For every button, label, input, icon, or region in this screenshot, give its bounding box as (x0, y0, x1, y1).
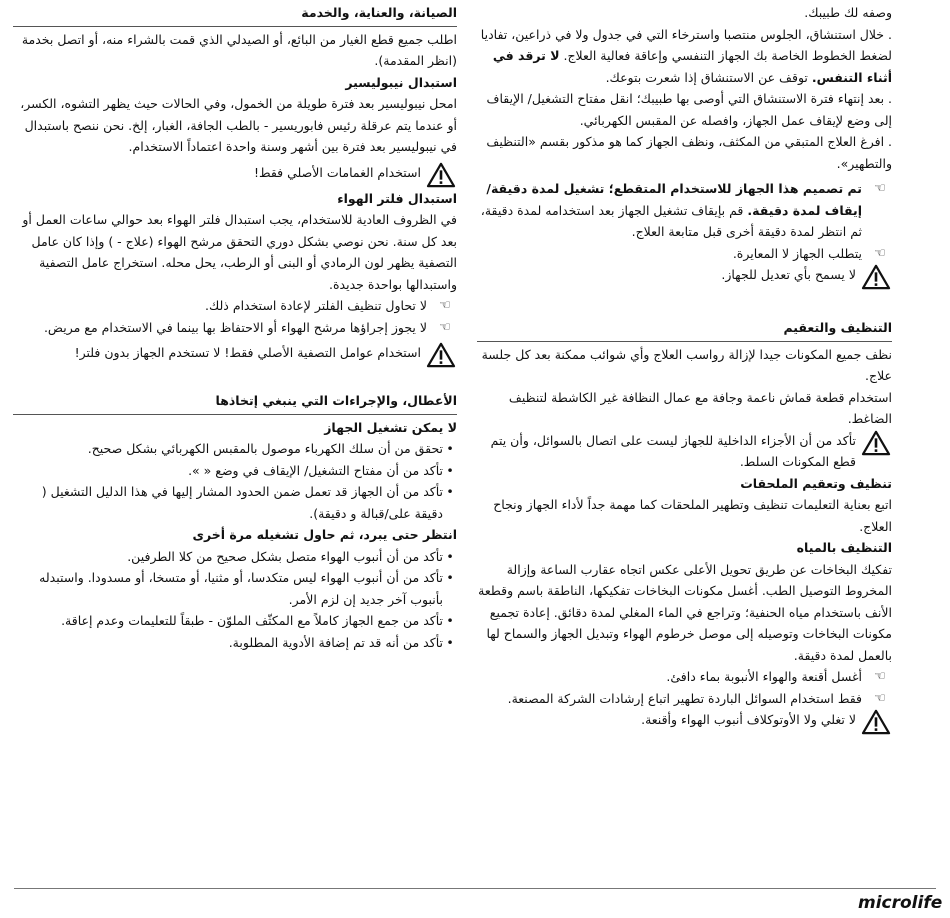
paragraph: تفكيك البخاخات عن طريق تحويل الأعلى عكس اتجاه عقارب الساعة وإزالة المخروط التوصيل الطب. أغسل مكونات البخاخات تفكيكها، الناطقة باسم وقطعة الأنف باستخدام مياه الحنفية؛ وتراجع في الماء المغلي لمدة دقائق. إعادة تجميع مكونات البخاخات وتوصيله إلى موصل خرطوم الهواء وتبديل الجهاز والسماح لها بالعمل لمدة دقيقة. (478, 561, 892, 663)
paragraph: . افرغ العلاج المتبقي من المكثف، ونظف الجهاز كما هو مذكور بقسم «التنظيف والتطهير». (486, 134, 892, 171)
right-column (477, 0, 892, 735)
footer-divider (14, 888, 936, 889)
bullet-icon: • (446, 570, 454, 585)
warning-item: لا يسمح بأي تعديل للجهاز. (477, 264, 892, 290)
bullet-icon: • (446, 613, 454, 628)
warning-item: استخدام عوامل التصفية الأصلي فقط! لا تستخدم الجهاز بدون فلتر! (13, 342, 457, 368)
note-item: ☜ يتطلب الجهاز لا المعايرة. (477, 243, 892, 265)
pointing-hand-icon: ☜ (439, 298, 451, 313)
paragraph: نظف جميع المكونات جيدا لإزالة رواسب العلاج وأي شوائب ممكنة بعد كل جلسة علاج. (481, 346, 892, 383)
pointing-hand-icon: ☜ (439, 319, 451, 335)
note-item: ☜ لا يجوز إجراؤها مرشح الهواء أو الاحتفاظ بها بينما في الاستخدام مع مريض. (13, 317, 457, 339)
subheading: انتظر حتى يبرد، ثم حاول تشغيله مرة أخرى (192, 527, 457, 542)
note-item: ☜ فقط استخدام السوائل الباردة تطهير اتباع إرشادات الشركة المصنعة. (477, 688, 892, 710)
pointing-hand-icon: ☜ (874, 690, 886, 706)
warning-item: استخدام الغمامات الأصلي فقط! (13, 162, 457, 188)
list-item: • تأكد من أنه قد تم إضافة الأدوية المطلوبة. (13, 632, 457, 654)
paragraph: اطلب جميع قطع الغيار من البائع، أو الصيدلي الذي قمت بالشراء منه، أو اتصل بخدمة (انظر المقدمة). (21, 31, 457, 68)
note-item: ☜ تم تصميم هذا الجهاز للاستخدام المتقطع؛ تشغيل لمدة دقيقة/ إيقاف لمدة دقيقة. قم بإيقاف تشغيل الجهاز بعد استخدامه لمدة دقيقة، ثم انتظر لمدة دقيقة أخرى قبل متابعة العلاج. (477, 178, 892, 243)
warning-triangle-icon (425, 342, 457, 368)
list-item: • تحقق من أن سلك الكهرباء موصول بالمقبس الكهربائي بشكل صحيح. (13, 438, 457, 460)
pointing-hand-icon: ☜ (874, 669, 886, 684)
subheading: التنظيف بالمياه (796, 540, 892, 555)
bullet-icon: • (446, 548, 454, 564)
warning-triangle-icon (860, 430, 892, 456)
bullet-icon: • (446, 484, 454, 499)
bold-warning-text: لا ترقد في أثناء التنفس. (492, 48, 892, 85)
paragraph: وصفه لك طبيبك. (804, 5, 892, 20)
list-item: • تأكد من أن أنبوب الهواء ليس متكدسا، أو مثنيا، أو متسخا، أو مسدودا. واستبدله بأنبوب آخر جديد إن لزم الأمر. (13, 567, 457, 610)
list-item: • تأكد من أن مفتاح التشغيل/ الإيقاف في وضع « ». (13, 460, 457, 482)
warning-item: لا تغلي ولا الأوتوكلاف أنبوب الهواء وأقنعة. (477, 709, 892, 735)
paragraph: اتبع بعناية التعليمات تنظيف وتطهير الملحقات كما مهمة جداً لأداء الجهاز ونجاح العلاج. (493, 497, 892, 534)
subheading: استبدال فلتر الهواء (337, 190, 457, 206)
paragraph: . بعد إنتهاء فترة الاستنشاق التي أوصى بها طبيبك؛ انقل مفتاح التشغيل/ الإيقاف إلى وضع لإيقاف عمل الجهاز، وافصله عن المقبس الكهربائي. (486, 91, 892, 128)
section-heading: الأعطال، والإجراءات التي ينبغي إتخاذها (13, 390, 457, 415)
warning-item: تأكد من أن الأجزاء الداخلية للجهاز ليست على اتصال بالسوائل، وأن يتم قطع المكونات السلط. (477, 430, 892, 473)
list-item: • تأكد من جمع الجهاز كاملاً مع المكثّف الملوّن - طبقاً للتعليمات وعدم إعاقة. (13, 610, 457, 632)
pointing-hand-icon: ☜ (874, 245, 886, 261)
left-column (13, 0, 457, 653)
list-item: • تأكد من أن الجهاز قد تعمل ضمن الحدود المشار إليها في هذا الدليل التشغيل ( دقيقة على/قبالة و دقيقة). (13, 481, 457, 524)
pointing-hand-icon: ☜ (874, 181, 886, 196)
bullet-icon: • (446, 634, 454, 650)
bullet-icon: • (446, 441, 454, 456)
paragraph: استخدام قطعة قماش ناعمة وجافة مع عمال النظافة غير الكاشطة لتنظيف الضاغط. (508, 389, 892, 426)
paragraph: في الظروف العادية للاستخدام، يجب استبدال فلتر الهواء بعد حوالي ساعات العمل أو بعد كل سنة. نحن نوصي بشكل دوري التحقق مرشح الهواء (علاج - ) وإذا كان عامل التصفية يظهر لون الرمادي أو البنى أو الرطب، يحل محله. استخراج عامل التصفية واستبدالها بواحدة جديدة. (22, 212, 457, 292)
list-item: • تأكد من أن أنبوب الهواء متصل بشكل صحيح من كلا الطرفين. (13, 546, 457, 568)
warning-triangle-icon (860, 264, 892, 290)
section-heading: الصيانة، والعناية، والخدمة (13, 2, 457, 27)
section-heading: التنظيف والتعقيم (477, 317, 892, 342)
warning-triangle-icon (425, 162, 457, 188)
paragraph: امحل نيبوليسير بعد فترة طويلة من الخمول، وفي الحالات حيث يظهر التشوه، الكسر، أو عندما يتم عرقلة رئيس فابوريسير - بالطب الجافة، الغبار، إلخ. نحن ننصح باستبدال في نيبوليسير بعد فترة بين أشهر وسنة واحدة اعتماداً الاستخدام. (20, 96, 457, 154)
warning-triangle-icon (860, 709, 892, 735)
note-item: ☜ لا تحاول تنظيف الفلتر لإعادة استخدام ذلك. (13, 295, 457, 317)
bullet-icon: • (446, 462, 454, 478)
note-item: ☜ أغسل أقنعة والهواء الأنبوبة بماء دافئ. (477, 666, 892, 688)
subheading: تنظيف وتعقيم الملحقات (740, 475, 892, 491)
brand-logo: microlife (858, 893, 943, 913)
paragraph: . خلال استنشاق، الجلوس منتصبا واسترخاء التي في جدول ولا في ذراعين، تفاديا لضغط الخطوط الخاصة بك الجهاز التنفسي وإعاقة فعالية العلاج. لا ترقد في أثناء التنفس. توقف عن الاستنشاق إذا شعرت بتوعك. (480, 26, 892, 85)
subheading: استبدال نيبوليسير (345, 74, 457, 90)
subheading: لا يمكن تشغيل الجهاز (324, 419, 457, 435)
